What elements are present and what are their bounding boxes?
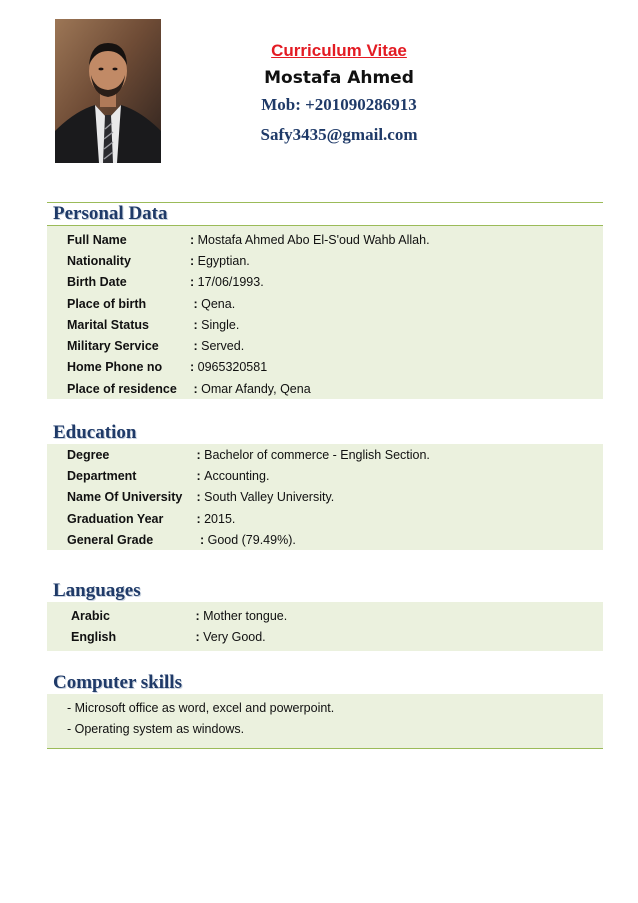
cv-header bbox=[170, 40, 508, 146]
detail-row: Arabic : Mother tongue. bbox=[47, 605, 603, 626]
detail-row: Graduation Year : 2015. bbox=[47, 508, 603, 529]
skill-item: - Microsoft office as word, excel and powerpoint. bbox=[67, 700, 335, 715]
detail-value: 0965320581 bbox=[197, 360, 268, 375]
detail-label: Nationality bbox=[67, 253, 131, 268]
detail-value: Single. bbox=[201, 317, 240, 332]
detail-label: Military Service bbox=[67, 339, 159, 354]
applicant-name: Mostafa Ahmed bbox=[264, 68, 414, 88]
education-body bbox=[47, 444, 603, 550]
detail-row: Full Name : Mostafa Ahmed Abo El-S'oud Wahb Allah. bbox=[47, 229, 603, 250]
detail-row: Degree : Bachelor of commerce - English Section. bbox=[47, 444, 603, 465]
section-title: Computer skills bbox=[53, 672, 182, 693]
detail-label: Department bbox=[67, 468, 137, 483]
detail-value: Egyptian. bbox=[197, 253, 250, 268]
detail-label: Marital Status bbox=[67, 317, 149, 332]
detail-value: 2015. bbox=[204, 511, 236, 526]
detail-value: Qena. bbox=[201, 296, 236, 311]
education-section bbox=[47, 422, 603, 550]
detail-value: Bachelor of commerce - English Section. bbox=[204, 447, 430, 462]
mobile-number: Mob: +201090286913 bbox=[261, 95, 417, 114]
languages-section bbox=[47, 580, 603, 651]
detail-value: Good (79.49%). bbox=[207, 532, 296, 547]
detail-value: South Valley University. bbox=[204, 490, 335, 505]
section-title: Education bbox=[53, 422, 137, 443]
detail-row: Home Phone no : 0965320581 bbox=[47, 357, 603, 378]
detail-label: Full Name bbox=[67, 232, 127, 247]
detail-label: Graduation Year bbox=[67, 511, 164, 526]
detail-value: Accounting. bbox=[204, 468, 270, 483]
detail-label: Birth Date bbox=[67, 275, 127, 290]
section-title: Personal Data bbox=[47, 202, 603, 225]
detail-row: Place of residence : Omar Afandy, Qena bbox=[47, 378, 603, 399]
skill-item: - Operating system as windows. bbox=[67, 721, 245, 736]
detail-label: English bbox=[71, 629, 117, 644]
profile-photo bbox=[55, 19, 161, 163]
detail-value: Mostafa Ahmed Abo El-S'oud Wahb Allah. bbox=[197, 232, 430, 247]
detail-row: Marital Status : Single. bbox=[47, 314, 603, 335]
languages-body bbox=[47, 602, 603, 651]
personal-data-section bbox=[47, 202, 603, 399]
detail-label: Place of birth bbox=[67, 296, 147, 311]
detail-label: Arabic bbox=[71, 608, 110, 623]
detail-row: Birth Date : 17/06/1993. bbox=[47, 272, 603, 293]
detail-row: Nationality : Egyptian. bbox=[47, 250, 603, 271]
detail-row: English : Very Good. bbox=[47, 626, 603, 647]
detail-label: Place of residence bbox=[67, 381, 177, 396]
cv-title: Curriculum Vitae bbox=[271, 41, 407, 60]
detail-label: General Grade bbox=[67, 532, 154, 547]
email-address: Safy3435@gmail.com bbox=[260, 125, 418, 144]
detail-label: Degree bbox=[67, 447, 110, 462]
detail-value: Very Good. bbox=[203, 629, 266, 644]
detail-value: 17/06/1993. bbox=[197, 275, 264, 290]
person-photo-icon bbox=[55, 19, 161, 163]
detail-row: Military Service : Served. bbox=[47, 335, 603, 356]
section-title: Languages bbox=[53, 580, 141, 601]
personal-data-body bbox=[47, 225, 603, 399]
detail-label: Home Phone no bbox=[67, 360, 163, 375]
detail-label: Name Of University bbox=[67, 490, 183, 505]
detail-value: Mother tongue. bbox=[203, 608, 288, 623]
detail-value: Served. bbox=[201, 339, 245, 354]
computer-skills-body bbox=[47, 694, 603, 749]
detail-value: Omar Afandy, Qena bbox=[201, 381, 311, 396]
detail-row: Name Of University : South Valley University. bbox=[47, 487, 603, 508]
detail-row: Place of birth : Qena. bbox=[47, 293, 603, 314]
detail-row: Department : Accounting. bbox=[47, 465, 603, 486]
computer-skills-section bbox=[47, 672, 603, 749]
detail-row: General Grade : Good (79.49%). bbox=[47, 529, 603, 550]
